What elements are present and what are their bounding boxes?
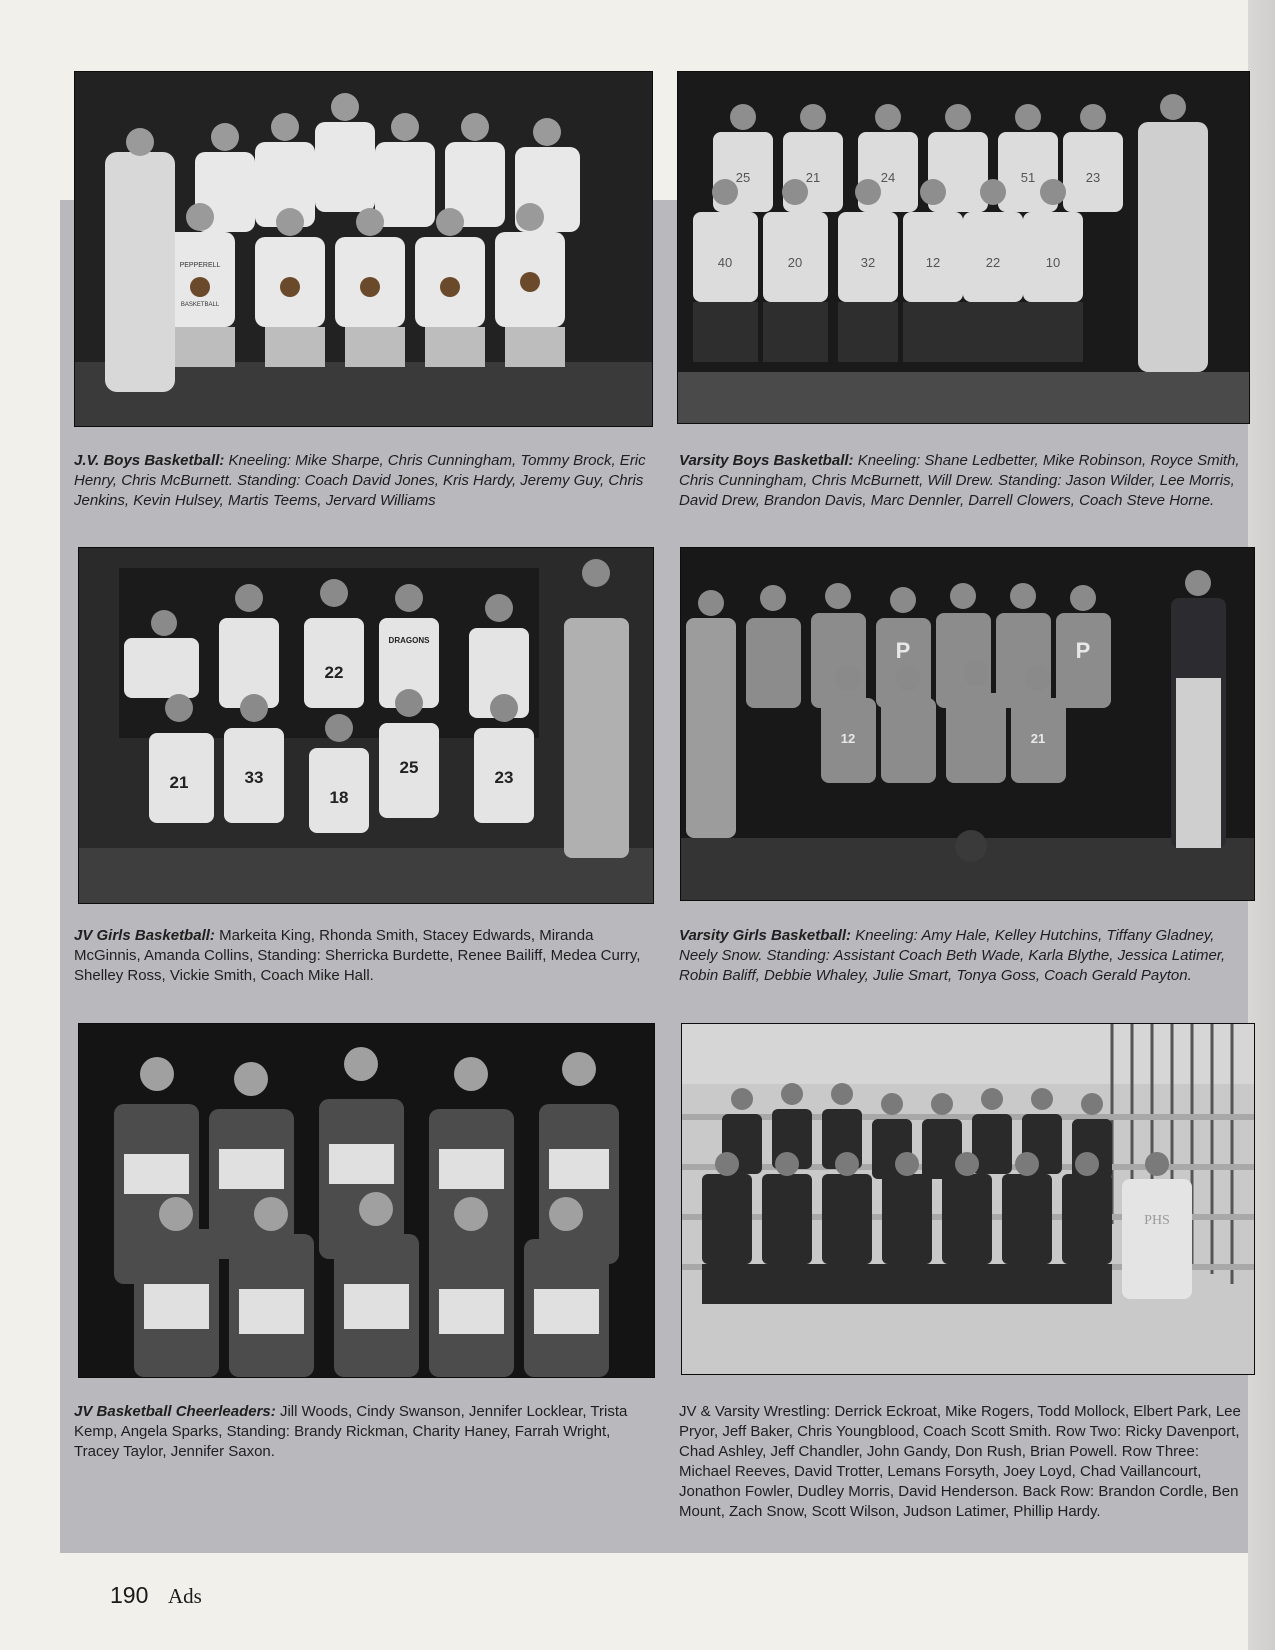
caption-jv-boys-basketball — [74, 451, 648, 511]
jersey-number: 10 — [1045, 255, 1061, 270]
caption-title: JV Girls Basketball: — [74, 927, 215, 944]
jersey-number: 32 — [860, 255, 876, 270]
section-name: Ads — [168, 1584, 202, 1608]
caption-varsity-girls-basketball — [679, 926, 1249, 986]
jersey-number: 40 — [717, 255, 733, 270]
caption-title: JV Basketball Cheerleaders: — [74, 1403, 276, 1420]
jersey-number: 22 — [985, 255, 1001, 270]
jersey-text: DRAGONS — [388, 636, 430, 645]
jersey-number: 21 — [1030, 731, 1046, 746]
photo-varsity-boys-basketball — [677, 71, 1250, 424]
caption-body: Kneeling: Amy Hale, Kelley Hutchins, Tiffany Gladney, Neely Snow. Standing: Assistant Coach Beth Wade, Karla Blythe, Jessica Latimer, Robin Baliff, Debbie Whaley, Julie Smart, Tonya Goss, Coach Gerald Payton. — [679, 927, 1226, 984]
jersey-number: 51 — [1020, 170, 1036, 185]
jersey-number: 24 — [880, 170, 896, 185]
jersey-number: 21 — [805, 170, 821, 185]
jersey-number: 25 — [735, 170, 751, 185]
photo-jv-varsity-wrestling — [681, 1023, 1255, 1375]
jersey-letter: P — [1075, 638, 1091, 663]
jersey-letter: P — [895, 638, 911, 663]
caption-title: Varsity Girls Basketball: — [679, 927, 852, 944]
photo-jv-girls-basketball — [78, 547, 654, 904]
page-number: 190 — [110, 1582, 149, 1608]
jersey-number: 23 — [1085, 170, 1101, 185]
jersey-number: 23 — [494, 768, 514, 787]
jersey-number: 12 — [840, 731, 856, 746]
caption-title: Varsity Boys Basketball: — [679, 452, 854, 469]
jersey-number: 33 — [244, 768, 264, 787]
jersey-number: 20 — [787, 255, 803, 270]
caption-body: Markeita King, Rhonda Smith, Stacey Edwards, Miranda McGinnis, Amanda Collins, Standing: Sherricka Burdette, Renee Bailiff, Medea Curry, Shelley Ross, Vickie Smith, Coach Mike Hall. — [74, 927, 641, 984]
photo-jv-boys-basketball — [74, 71, 653, 427]
caption-title: J.V. Boys Basketball: — [74, 452, 225, 469]
sweatshirt-text: PHS — [1144, 1213, 1170, 1228]
caption-body: Kneeling: Mike Sharpe, Chris Cunningham, Tommy Brock, Eric Henry, Chris McBurnett. Standing: Coach David Jones, Kris Hardy, Jeremy Guy, Chris Jenkins, Kevin Hulsey, Martis Teems, Jervard Williams — [74, 452, 646, 509]
photo-jv-basketball-cheerleaders — [78, 1023, 655, 1378]
caption-jv-varsity-wrestling — [679, 1402, 1249, 1522]
jersey-number: 21 — [169, 773, 189, 792]
caption-body: Jill Woods, Cindy Swanson, Jennifer Locklear, Trista Kemp, Angela Sparks, Standing: Brandy Rickman, Charity Haney, Farrah Wright, Tracey Taylor, Jennifer Saxon. — [74, 1403, 628, 1460]
caption-body: JV & Varsity Wrestling: Derrick Eckroat, Mike Rogers, Todd Mollock, Elbert Park, Lee Pryor, Jeff Baker, Chris Youngblood, Coach Scott Smith. Row Two: Ricky Davenport, Chad Ashley, Jeff Chandler, John Gandy, Don Rush, Brian Powell. Row Three: Michael Reeves, David Trotter, Lemans Forsyth, Joey Loyd, Chad Vaillancourt, Jonathon Fowler, Dudley Morris, David Henderson. Back Row: Brandon Cordle, Ben Mount, Zach Snow, Scott Wilson, Judson Latimer, Phillip Hardy. — [679, 1403, 1241, 1520]
photo-varsity-girls-basketball — [680, 547, 1255, 901]
jersey-number: 18 — [329, 788, 349, 807]
jersey-number: 22 — [324, 663, 344, 682]
caption-body: Kneeling: Shane Ledbetter, Mike Robinson, Royce Smith, Chris Cunningham, Chris McBurnett, Will Drew. Standing: Jason Wilder, Lee Morris, David Drew, Brandon Davis, Marc Dennler, Darrell Clowers, Coach Steve Horne. — [679, 452, 1240, 509]
caption-varsity-boys-basketball — [679, 451, 1249, 511]
caption-jv-basketball-cheerleaders — [74, 1402, 648, 1462]
shirt-text: PEPPERELL — [179, 262, 221, 269]
caption-jv-girls-basketball — [74, 926, 648, 986]
jersey-number: 12 — [925, 255, 941, 270]
jersey-number: 25 — [399, 758, 419, 777]
shirt-text-2: BASKETBALL — [180, 302, 220, 308]
